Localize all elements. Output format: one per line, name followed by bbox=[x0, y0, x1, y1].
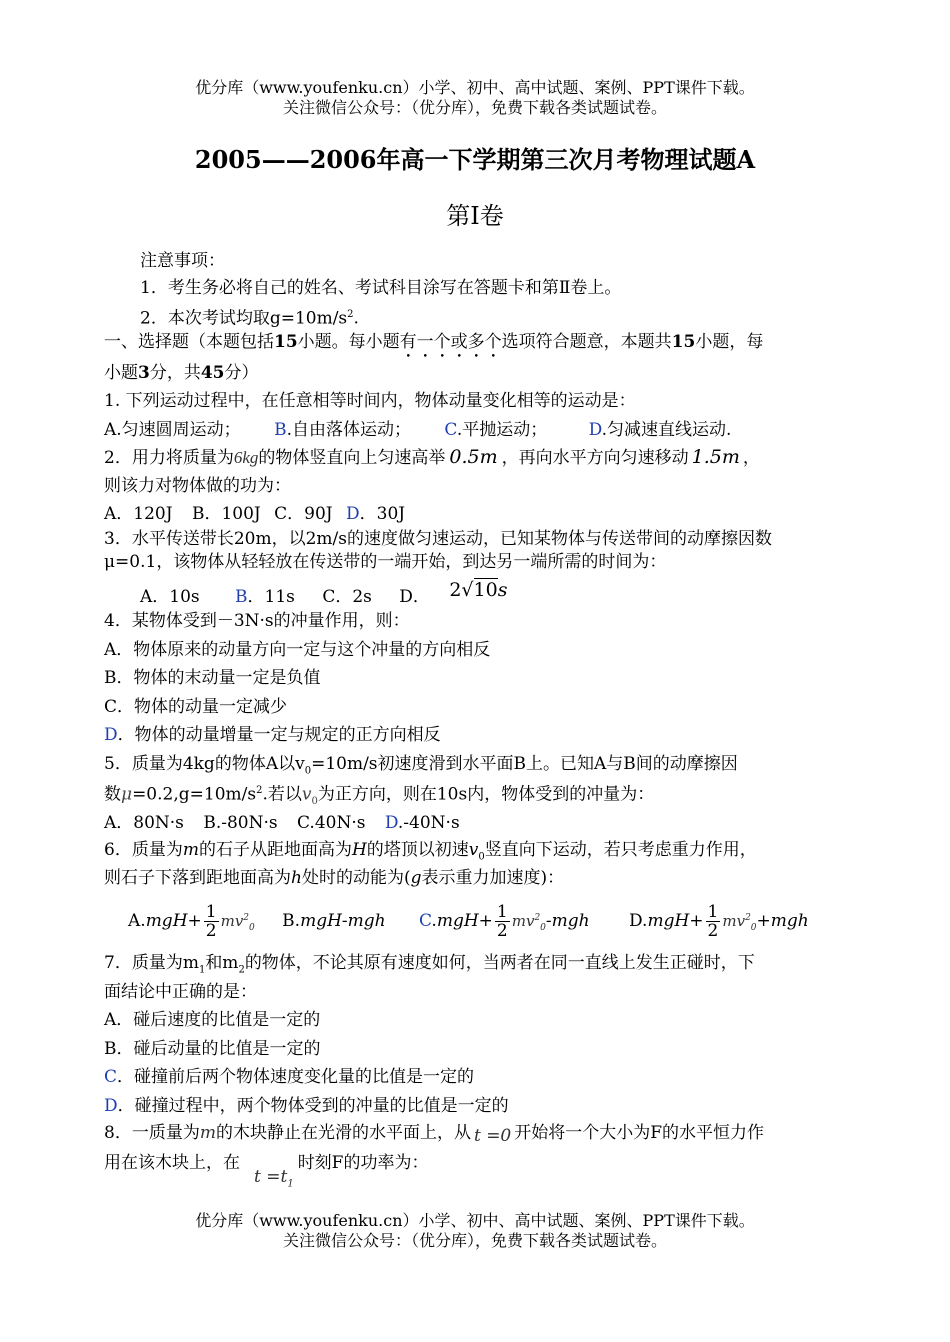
q6-c-num: 1 bbox=[496, 902, 508, 922]
note-2-end: . bbox=[353, 308, 359, 329]
q6-g: g bbox=[410, 868, 422, 888]
sec-emphasis: 有一个或多个 bbox=[399, 332, 502, 352]
q6-text-d: 竖直向下运动，若只考虑重力作用， bbox=[484, 840, 757, 860]
footer-line-2: 关注微信公众号：（优分库），免费下载各类试题试卷。 bbox=[282, 1231, 667, 1250]
q6-text-e: 则石子下落到距地面高为 bbox=[104, 868, 291, 888]
q6-c-mv-sub: 0 bbox=[540, 923, 546, 933]
q7-c-text: ．碰撞前后两个物体速度变化量的比值是一定的 bbox=[117, 1067, 475, 1087]
q2-text-a: 2．用力将质量为 bbox=[104, 448, 234, 468]
q2-text-d: ， bbox=[742, 448, 760, 468]
q5-option-d bbox=[385, 813, 460, 833]
footer-line-1: 优分库（www.youfenku.cn）小学、初中、高中试题、案例、PPT课件下载。 bbox=[195, 1211, 755, 1230]
q3-d-coef: 2 bbox=[449, 579, 462, 601]
q7-text-a: 7．质量为m bbox=[104, 953, 199, 973]
q6-d-mv-text: mv bbox=[722, 912, 746, 930]
q6-c-tail: -mgh bbox=[545, 911, 590, 931]
q5-stem-line-2 bbox=[104, 779, 654, 814]
q6-c-dot: . bbox=[431, 911, 437, 931]
q7-stem-line-1 bbox=[104, 951, 755, 982]
q2-stem-line-1 bbox=[104, 445, 760, 470]
q7-d-letter: D bbox=[104, 1096, 118, 1116]
q2-d-text: ．30J bbox=[359, 504, 406, 524]
q7-option-c bbox=[104, 1065, 474, 1089]
volume-title: 第Ⅰ卷 bbox=[446, 202, 504, 230]
q8-m: m bbox=[199, 1123, 216, 1143]
q6-d-tail: +mgh bbox=[756, 911, 809, 931]
q6-a-num: 1 bbox=[205, 902, 217, 922]
q3-b-text: ．11s bbox=[247, 587, 295, 607]
q2-option-d bbox=[346, 504, 405, 524]
q5-options bbox=[104, 811, 460, 835]
header-line-1: 优分库（www.youfenku.cn）小学、初中、高中试题、案例、PPT课件下载。 bbox=[195, 78, 755, 97]
q5-text-f: 为正方向，则在10s内，物体受到的冲量为： bbox=[317, 784, 655, 805]
q6-c-frac bbox=[495, 903, 510, 940]
q6-text-g: 表示重力加速度)： bbox=[421, 868, 565, 888]
sec-text-g: 分） bbox=[224, 363, 259, 383]
q1-d-text: .匀减速直线运动. bbox=[601, 420, 732, 440]
q6-stem-line-2 bbox=[104, 866, 564, 890]
q7-text-b: 和m bbox=[205, 953, 239, 973]
q5-mu: μ bbox=[121, 784, 133, 805]
header-line-2: 关注微信公众号：（优分库），免费下载各类试题试卷。 bbox=[282, 98, 667, 117]
q6-c-mv-text: mv bbox=[511, 912, 535, 930]
sec-text-d: 小题，每 bbox=[695, 332, 764, 352]
sec-num-2: 15 bbox=[671, 332, 696, 352]
q5-option-a: A．80N·s bbox=[104, 813, 184, 833]
q1-b-text: .自由落体运动； bbox=[286, 420, 411, 440]
sec-text-e: 小题 bbox=[104, 363, 138, 383]
q8-text-b: 的木块静止在光滑的水平面上，从 bbox=[215, 1123, 471, 1143]
q3-b-letter: B bbox=[235, 587, 248, 607]
q6-d-letter: D. bbox=[629, 911, 648, 931]
q4-option-d bbox=[104, 723, 441, 747]
q6-d-mv-sub: 0 bbox=[750, 923, 757, 933]
q4-d-letter: D bbox=[104, 725, 118, 745]
note-1: 1．考生务必将自己的姓名、考试科目涂写在答题卡和第Ⅱ卷上。 bbox=[140, 278, 622, 298]
q6-a-mv-text: mv bbox=[220, 912, 244, 930]
note-2 bbox=[140, 303, 359, 331]
q6-b-letter: B. bbox=[282, 911, 301, 931]
q8-t1-sub: 1 bbox=[287, 1178, 294, 1190]
q1-option-a: A.匀速圆周运动； bbox=[104, 420, 241, 440]
q5-option-c: C.40N·s bbox=[297, 813, 366, 833]
sqrt-icon: √ bbox=[461, 579, 474, 601]
q6-text-b: 的石子从距地面高为 bbox=[198, 840, 352, 860]
q6-a-expr: mgH+ bbox=[145, 911, 202, 931]
q8-stem-line-2 bbox=[104, 1151, 429, 1190]
q6-text-f: 处时的动能为( bbox=[301, 868, 411, 888]
q6-c-mv-sup: 2 bbox=[534, 913, 541, 923]
q6-a-mv bbox=[220, 912, 255, 933]
q7-stem-line-2: 面结论中正确的是： bbox=[104, 982, 257, 1002]
q7-option-b: B．碰后动量的比值是一定的 bbox=[104, 1039, 321, 1059]
note-2-text: 2．本次考试均取g=10m/s bbox=[140, 308, 348, 329]
q6-a-mv-sub: 0 bbox=[249, 923, 255, 933]
q6-d-expr: mgH+ bbox=[647, 911, 704, 931]
q8-text-c: 开始将一个大小为F的水平恒力作 bbox=[514, 1123, 765, 1143]
q3-stem-line-2: μ=0.1，该物体从轻轻放在传送带的一端开始，到达另一端所需的时间为： bbox=[104, 552, 667, 572]
q6-text-a: 6．质量为 bbox=[104, 840, 183, 860]
q6-d-mv-sup: 2 bbox=[745, 913, 751, 923]
q6-a-den: 2 bbox=[205, 921, 217, 941]
sec-text-a: 一、选择题（本题包括 bbox=[104, 332, 274, 352]
q3-option-d: D． bbox=[399, 587, 430, 607]
q6-option-a bbox=[128, 902, 255, 941]
q3-d-unit: s bbox=[497, 579, 508, 601]
q1-options bbox=[104, 418, 731, 442]
q6-options bbox=[128, 898, 809, 948]
q6-h: h bbox=[291, 868, 302, 888]
q7-d-text: ．碰撞过程中，两个物体受到的冲量的比值是一定的 bbox=[117, 1096, 509, 1116]
q6-text-c: 的塔顶以初速 bbox=[366, 840, 469, 860]
q5-sub-0: 0 bbox=[304, 765, 312, 777]
q6-m: m bbox=[182, 840, 199, 860]
q7-text-c: 的物体，不论其原有速度如何，当两者在同一直线上发生正碰时，下 bbox=[244, 953, 755, 973]
sec-num-4: 45 bbox=[200, 363, 225, 383]
q6-d-num: 1 bbox=[707, 902, 719, 922]
q6-a-letter: A. bbox=[128, 911, 146, 931]
section-1-line-2 bbox=[104, 361, 259, 385]
q3-option-a: A．10s bbox=[140, 587, 200, 607]
q5-text-d: =0.2,g=10m/s bbox=[132, 784, 257, 805]
q5-text-e: .若以 bbox=[262, 784, 302, 805]
q1-option-b bbox=[274, 420, 411, 440]
q7-option-d bbox=[104, 1094, 509, 1118]
sec-text-b: 小题。每小题 bbox=[297, 332, 400, 352]
q8-t1 bbox=[254, 1167, 294, 1190]
q1-c-text: .平抛运动； bbox=[456, 420, 548, 440]
q3-d-radicand: 10 bbox=[473, 579, 498, 601]
q6-c-mv bbox=[511, 912, 546, 933]
q5-v-sub: 0 bbox=[311, 796, 318, 808]
q1-c-letter: C bbox=[444, 420, 457, 440]
q2-option-a: A．120J bbox=[104, 504, 173, 524]
sec-text-f: 分，共 bbox=[149, 363, 201, 383]
sec-text-c: 选项符合题意，本题共 bbox=[501, 332, 672, 352]
section-1-line-1 bbox=[104, 330, 763, 362]
q7-c-letter: C bbox=[104, 1067, 118, 1087]
q5-v: v bbox=[301, 784, 312, 805]
q1-option-d bbox=[589, 420, 732, 440]
q4-d-text: ．物体的动量增量一定与规定的正方向相反 bbox=[117, 725, 441, 745]
q6-d-mv bbox=[722, 912, 757, 933]
q4-option-c: C．物体的动量一定减少 bbox=[104, 697, 288, 717]
q2-text-b: 的物体竖直向上匀速高举 bbox=[258, 448, 446, 468]
q3-option-c: C．2s bbox=[322, 587, 372, 607]
q3-stem-line-1: 3．水平传送带长20m，以2m/s的速度做匀速运动，已知某物体与传送带间的动摩擦因数 bbox=[104, 529, 772, 549]
q6-v: v bbox=[468, 840, 479, 860]
q8-stem-line-1 bbox=[104, 1121, 764, 1145]
q2-text-c: ，再向水平方向匀速移动 bbox=[501, 448, 689, 468]
q5-option-b: B.-80N·s bbox=[203, 813, 278, 833]
q1-d-letter: D bbox=[588, 420, 602, 440]
q7-sub-2: 2 bbox=[238, 964, 245, 976]
q5-text-b: =10m/s初速度滑到水平面B上。已知A与B间的动摩擦因 bbox=[311, 754, 738, 774]
q6-d-frac bbox=[706, 903, 721, 940]
q6-d-den: 2 bbox=[707, 921, 719, 941]
q5-text-c: 数 bbox=[104, 784, 121, 805]
sec-num-3: 3 bbox=[138, 363, 150, 383]
notes-heading: 注意事项： bbox=[140, 251, 225, 271]
q8-text-a: 8．一质量为 bbox=[104, 1123, 200, 1143]
q2-option-c: C．90J bbox=[274, 504, 333, 524]
q3-option-d-expr bbox=[449, 579, 507, 601]
q2-height: 0.5m bbox=[449, 446, 498, 468]
q3-options bbox=[140, 579, 508, 609]
q8-text-d: 用在该木块上，在 bbox=[104, 1153, 240, 1173]
q8-text-e: 时刻F的功率为： bbox=[297, 1153, 429, 1173]
q1-stem: 1. 下列运动过程中，在任意相等时间内，物体动量变化相等的运动是： bbox=[104, 391, 636, 411]
q1-option-c bbox=[444, 420, 547, 440]
note-2-sup: 2 bbox=[347, 309, 354, 320]
q3-option-b bbox=[235, 587, 295, 607]
q6-b-expr: mgH-mgh bbox=[300, 911, 386, 931]
q6-option-b bbox=[282, 911, 385, 931]
sec-num-1: 15 bbox=[274, 332, 298, 352]
q4-option-b: B．物体的末动量一定是负值 bbox=[104, 668, 321, 688]
q6-stem-line-1 bbox=[104, 838, 757, 869]
q6-a-frac bbox=[204, 903, 219, 940]
q5-sup-2: 2 bbox=[256, 785, 263, 796]
q2-d-letter: D bbox=[346, 504, 360, 524]
q2-options bbox=[104, 502, 405, 526]
q2-stem-line-2: 则该力对物体做的功为： bbox=[104, 476, 291, 496]
q2-distance: 1.5m bbox=[691, 446, 740, 468]
q6-option-c bbox=[419, 902, 590, 941]
q7-sub-1: 1 bbox=[198, 964, 206, 976]
q4-stem: 4．某物体受到－3N·s的冲量作用，则： bbox=[104, 611, 410, 631]
q7-option-a: A．碰后速度的比值是一定的 bbox=[104, 1010, 321, 1030]
page-title: 2005——2006年高一下学期第三次月考物理试题A bbox=[194, 145, 756, 174]
q5-d-letter: D bbox=[384, 813, 398, 833]
q6-v-sub: 0 bbox=[478, 851, 485, 863]
q4-option-a: A．物体原来的动量方向一定与这个冲量的方向相反 bbox=[104, 640, 491, 660]
q1-b-letter: B bbox=[274, 420, 287, 440]
q6-a-mv-sup: 2 bbox=[243, 913, 250, 923]
q8-t0: t =0 bbox=[473, 1126, 512, 1146]
q6-option-d bbox=[629, 902, 809, 941]
q8-t1-text: t =t bbox=[254, 1167, 288, 1187]
q2-mass: 6kg bbox=[233, 448, 259, 467]
q2-option-b: B．100J bbox=[191, 504, 261, 524]
q6-c-letter: C bbox=[419, 911, 432, 931]
q6-H: H bbox=[351, 840, 367, 860]
q6-c-den: 2 bbox=[496, 921, 508, 941]
q6-c-expr: mgH+ bbox=[436, 911, 493, 931]
q5-d-text: .-40N·s bbox=[397, 813, 460, 833]
q5-text-a: 5．质量为4kg的物体A以v bbox=[104, 754, 305, 774]
